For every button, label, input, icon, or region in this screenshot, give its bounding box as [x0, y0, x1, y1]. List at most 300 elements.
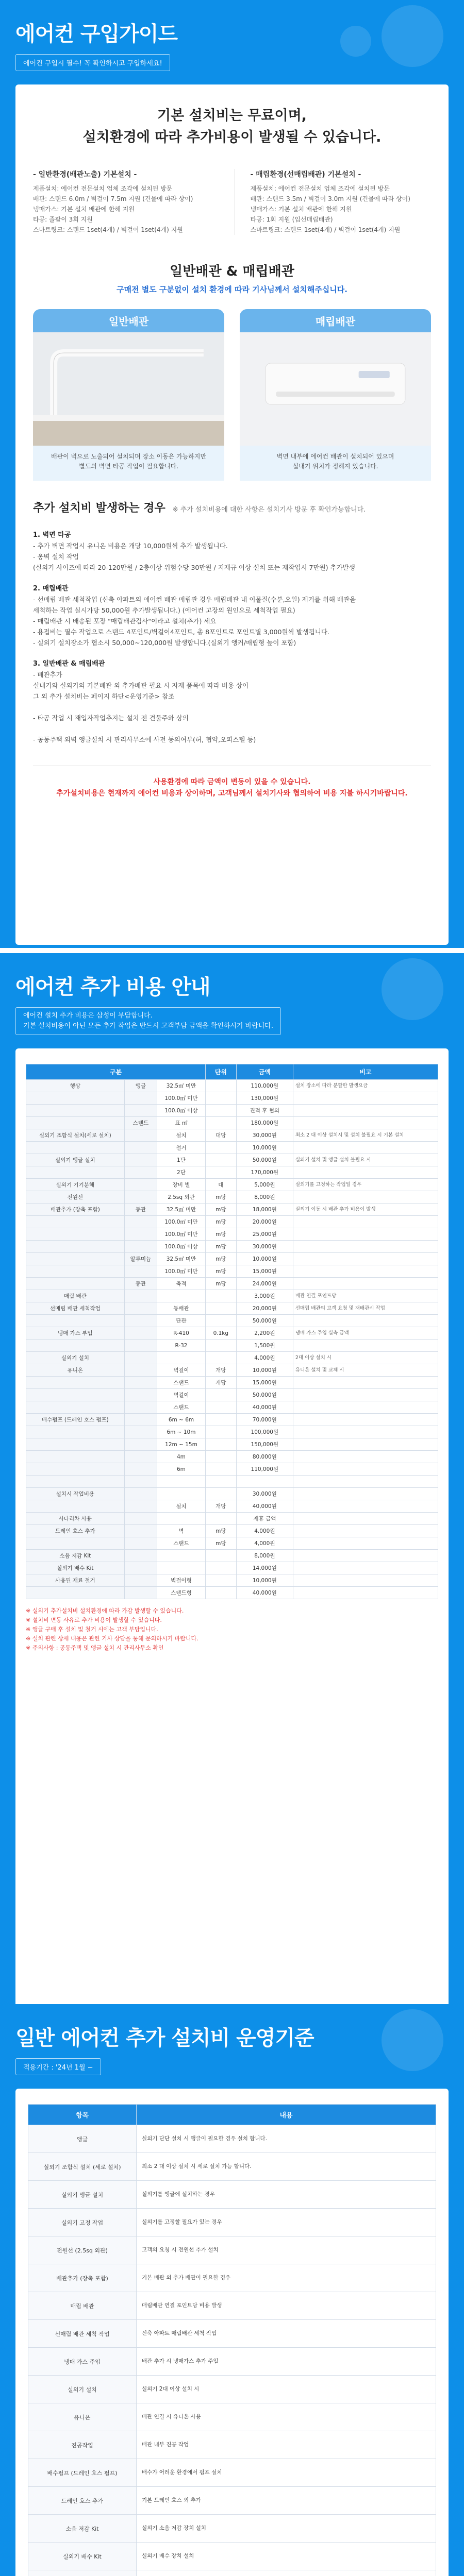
row-unit: m당: [205, 1525, 236, 1537]
general-install-heading: - 일반환경(배관노출) 기본설치 -: [33, 171, 137, 179]
row-subcategory: 동관: [124, 1204, 157, 1216]
row-spec: 100.0㎡ 미만: [157, 1216, 206, 1228]
extra-item-heading: 2. 매립배관: [33, 585, 69, 592]
row-subcategory: [124, 1463, 157, 1476]
buried-pipe-box: [240, 309, 431, 481]
row-category: [26, 1389, 125, 1401]
table-row: [26, 1340, 438, 1352]
row-subcategory: [124, 1154, 157, 1166]
table-row: [28, 2515, 436, 2543]
extra-cost-section: [0, 953, 464, 2004]
row-content: 실외기 배수 장치 설치: [137, 2543, 436, 2570]
row-category: [26, 1340, 125, 1352]
row-price: 2,200원: [236, 1327, 293, 1340]
warning-line-2: 추가설치비용은 현재까지 에어컨 비용과 상이하며, 고객님께서 설치기사와 협의하여 비용 지불 하시기바랍니다.: [56, 789, 408, 798]
table-row: [26, 1463, 438, 1476]
row-price: 10,000원: [236, 1253, 293, 1265]
row-spec: 축적: [157, 1278, 206, 1290]
row-category: 실외기 기기분해: [26, 1179, 125, 1191]
table-row: [26, 1500, 438, 1513]
row-remark: 배관 연결 포인트당: [293, 1290, 438, 1302]
row-unit: [205, 1426, 236, 1438]
row-remark: 냉매 가스 주입 실측 금액: [293, 1327, 438, 1340]
row-subcategory: [124, 1488, 157, 1500]
row-remark: [293, 1191, 438, 1204]
row-item: 실외기 배수 Kit: [28, 2543, 137, 2570]
table-header-row: [26, 1064, 438, 1080]
row-unit: [205, 1562, 236, 1574]
row-price: 4,000원: [236, 1525, 293, 1537]
row-subcategory: 동관: [124, 1278, 157, 1290]
row-item: 실외기 조합식 설치 (세로 설치): [28, 2153, 137, 2181]
buried-pipe-heading: 매립배관: [240, 309, 431, 332]
row-price: 80,000원: [236, 1451, 293, 1463]
row-spec: 100.0㎡ 이상: [157, 1241, 206, 1253]
row-remark: [293, 1587, 438, 1599]
row-spec: [157, 1550, 206, 1562]
table-row: [28, 2348, 436, 2376]
row-unit: m당: [205, 1278, 236, 1290]
row-spec: 스탠드: [157, 1401, 206, 1414]
row-content: 배관 연결 시 유니온 사용: [137, 2403, 436, 2431]
row-remark: [293, 1241, 438, 1253]
row-unit: m당: [205, 1241, 236, 1253]
table-row: [26, 1327, 438, 1340]
row-remark: [293, 1401, 438, 1414]
row-category: 배관추가 (장축 포함): [26, 1204, 125, 1216]
buried-pipe-caption: 벽면 내부에 에어컨 배관이 설치되어 있으며 실내기 위치가 정해져 있습니다.: [240, 446, 431, 481]
row-spec: 2.5sq 외관: [157, 1191, 206, 1204]
table-row: [26, 1476, 438, 1488]
extra-item-body: - 배관추가 실내기와 실외기의 기본배관 외 추가배관 필요 시 자재 품목에 따라 비용 상이 그 외 추가 설치비는 페이지 하단<운영기준> 참조 - 타공 작업 시 재입자작업추지는 설치 전 견물주와 상의 - 공동주택 외벽 앵글설치 시 관리사무소에 사전 동의여부(허, 협약,오피스텔 등): [33, 671, 256, 743]
row-spec: 스탠드형: [157, 1587, 206, 1599]
row-price: 40,000원: [236, 1401, 293, 1414]
general-pipe-photo: [33, 332, 224, 446]
table-header-row: [28, 2105, 436, 2125]
row-spec: 장비 별: [157, 1179, 206, 1191]
row-remark: [293, 1476, 438, 1488]
extra-fee-desc: ※ 추가 설치비용에 대한 사항은 설치기사 방문 후 확인가능합니다.: [172, 506, 366, 514]
row-unit: [205, 1488, 236, 1500]
row-price: 10,000원: [236, 1142, 293, 1154]
subtitle-line-1: 에어컨 설치 추가 비용은 삼성이 부담합니다.: [23, 1012, 153, 1020]
row-unit: [205, 1414, 236, 1426]
table-row: [26, 1265, 438, 1278]
row-content: [137, 2570, 436, 2576]
row-spec: 스탠드: [157, 1537, 206, 1550]
row-item: 선매립 배관 세척 작업: [28, 2320, 137, 2348]
subtitle-line-2: 기본 설치비용이 아닌 모든 추가 작업은 반드시 고객부담 금액을 확인하시기 바랍니다.: [23, 1022, 273, 1030]
row-remark: [293, 1574, 438, 1587]
row-category: 드레인 호스 추가: [26, 1525, 125, 1537]
row-unit: 개당: [205, 1364, 236, 1377]
row-item: [28, 2570, 137, 2576]
row-content: 배관 추가 시 냉매가스 추가 주입: [137, 2348, 436, 2376]
row-spec: 100.0㎡ 미만: [157, 1092, 206, 1105]
row-remark: 실외기 설치 및 앵글 설치 불필요 시: [293, 1154, 438, 1166]
row-price: 130,000원: [236, 1092, 293, 1105]
section-subtitle: [15, 1007, 281, 1035]
table-row: [26, 1105, 438, 1117]
row-price: 30,000원: [236, 1129, 293, 1142]
row-category: [26, 1253, 125, 1265]
row-item: 앵글: [28, 2125, 137, 2153]
row-unit: 0.1kg: [205, 1327, 236, 1340]
row-category: 설치시 작업비용: [26, 1488, 125, 1500]
row-subcategory: [124, 1302, 157, 1315]
row-item: 실외기 앵글 설치: [28, 2181, 137, 2209]
cost-foot-notes: ※ 실외기 추가설치비 설치환경에 따라 가감 발생할 수 있습니다. ※ 설치비 변동 사유로 추가 비용이 발생할 수 있습니다. ※ 앵글 구매 후 설치 및 철거 시에는 고객 부담입니다. ※ 설치 관련 상세 내용은 관련 기사 상담을 통해 문의하시기 바랍니다. ※ 주의사항 : 공동주택 및 앵글 설치 시 관리사무소 확인: [26, 1607, 198, 1651]
row-category: [26, 1092, 125, 1105]
row-remark: [293, 1278, 438, 1290]
decoration-circle: [382, 2009, 443, 2071]
buried-install-heading: - 매립환경(선매립배관) 기본설치 -: [250, 171, 361, 179]
row-subcategory: [124, 1562, 157, 1574]
table-row: [26, 1401, 438, 1414]
row-remark: 선매립 배관의 고객 요청 및 재배관시 작업: [293, 1302, 438, 1315]
row-unit: [205, 1315, 236, 1327]
row-remark: [293, 1228, 438, 1241]
row-remark: [293, 1426, 438, 1438]
row-unit: 대: [205, 1179, 236, 1191]
warning-note: [33, 776, 431, 799]
row-price: [236, 1476, 293, 1488]
row-remark: [293, 1513, 438, 1525]
row-price: 110,000원: [236, 1463, 293, 1476]
extra-item-heading: 3. 일반배관 & 매립배관: [33, 660, 105, 668]
table-row: [26, 1537, 438, 1550]
row-price: 24,000원: [236, 1278, 293, 1290]
table-row: [26, 1438, 438, 1451]
table-row: [26, 1253, 438, 1265]
row-category: 실외기 설치: [26, 1352, 125, 1364]
row-price: 견적 후 협의: [236, 1105, 293, 1117]
row-content: 실외기 단단 설치 시 앵글이 필요한 경우 설치 합니다.: [137, 2125, 436, 2153]
row-remark: 2대 이상 설치 시: [293, 1352, 438, 1364]
row-remark: [293, 1451, 438, 1463]
row-spec: [157, 1513, 206, 1525]
row-unit: [205, 1513, 236, 1525]
row-subcategory: [124, 1092, 157, 1105]
row-category: [26, 1476, 125, 1488]
row-remark: [293, 1315, 438, 1327]
pipe-section-note: 구매전 별도 구분없이 설치 환경에 따라 기사님께서 설치해주십니다.: [117, 285, 347, 294]
standard-table-card: [15, 2089, 449, 2576]
row-subcategory: [124, 1179, 157, 1191]
row-subcategory: [124, 1574, 157, 1587]
table-row: [28, 2320, 436, 2348]
table-row: [26, 1142, 438, 1154]
row-remark: [293, 1500, 438, 1513]
row-unit: 개당: [205, 1377, 236, 1389]
row-unit: [205, 1550, 236, 1562]
row-item: 전원선 (2.5sq 외관): [28, 2236, 137, 2264]
table-row: [26, 1414, 438, 1426]
row-subcategory: [124, 1451, 157, 1463]
extra-item-body: - 추가 벽면 작업시 유니온 비용은 개당 10,000원씩 추가 발생됩니다. - 옹벽 설치 작업 (실외기 사이즈에 따라 20-120만원 / 2층이상 위험수당 30만원 / 지재규 이상 설치 또는 재작업시 7만원) 추가발생: [33, 542, 355, 571]
row-remark: [293, 1463, 438, 1476]
table-row: [26, 1129, 438, 1142]
row-subcategory: [124, 1265, 157, 1278]
row-remark: 유니온 설치 및 교체 시: [293, 1364, 438, 1377]
row-subcategory: [124, 1241, 157, 1253]
row-category: [26, 1377, 125, 1389]
table-row: [26, 1117, 438, 1129]
table-row: [28, 2264, 436, 2292]
table-row: [28, 2570, 436, 2576]
row-spec: 100.0㎡ 이상: [157, 1105, 206, 1117]
header-item: 항목: [28, 2105, 137, 2125]
row-remark: [293, 1389, 438, 1401]
row-subcategory: 알루미늄: [124, 1253, 157, 1265]
row-content: 최소 2 대 이상 설치 시 세로 설치 가능 합니다.: [137, 2153, 436, 2181]
section-title: 에어컨 구입가이드: [15, 22, 178, 46]
table-row: [26, 1204, 438, 1216]
row-category: [26, 1228, 125, 1241]
table-row: [26, 1451, 438, 1463]
lead-line-2: 설치환경에 따라 추가비용이 발생될 수 있습니다.: [82, 129, 382, 145]
row-spec: 벽걸이: [157, 1389, 206, 1401]
buried-install-body: 제품설치: 에어컨 전문설치 업체 조각에 설치된 방문 배관: 스탠드 3.5m / 벽걸이 3.0m 지원 (건물에 따라 상이) 냉매가스: 기본 설치 배관에 한해 지원 타공: 1회 지원 (입선매립배관) 스마트링크: 스탠드 1set(4개) / 벽걸이 1set(4개) 지원: [250, 185, 410, 233]
row-subcategory: [124, 1290, 157, 1302]
row-remark: 최소 2 대 이상 설치시 및 설치 불필요 시 기본 설치: [293, 1129, 438, 1142]
row-category: 실외기 앵글 설치: [26, 1154, 125, 1166]
row-spec: 6m ~ 6m: [157, 1414, 206, 1426]
row-remark: [293, 1377, 438, 1389]
row-unit: [205, 1117, 236, 1129]
row-category: [26, 1105, 125, 1117]
row-category: [26, 1117, 125, 1129]
table-row: [26, 1092, 438, 1105]
row-subcategory: [124, 1105, 157, 1117]
table-row: [28, 2181, 436, 2209]
row-category: 소음 저감 Kit: [26, 1550, 125, 1562]
row-unit: [205, 1438, 236, 1451]
row-spec: 32.5㎡ 미만: [157, 1204, 206, 1216]
row-price: 40,000원: [236, 1500, 293, 1513]
table-row: [28, 2459, 436, 2487]
guide-section: [0, 0, 464, 948]
warning-line-1: 사용환경에 따라 금액이 변동이 있을 수 있습니다.: [153, 778, 311, 786]
table-row: [26, 1315, 438, 1327]
row-price: 180,000원: [236, 1117, 293, 1129]
lead-text: [33, 105, 431, 148]
row-price: 3,000원: [236, 1290, 293, 1302]
row-remark: 실외기를 고정하는 작업일 경우: [293, 1179, 438, 1191]
row-spec: [157, 1290, 206, 1302]
row-item: 배관추가 (장축 포함): [28, 2264, 137, 2292]
row-item: 냉매 가스 주입: [28, 2348, 137, 2376]
row-spec: [157, 1476, 206, 1488]
table-row: [28, 2292, 436, 2320]
row-remark: [293, 1340, 438, 1352]
row-unit: [205, 1092, 236, 1105]
row-remark: [293, 1550, 438, 1562]
row-unit: m당: [205, 1253, 236, 1265]
row-unit: [205, 1389, 236, 1401]
row-category: [26, 1216, 125, 1228]
row-remark: [293, 1105, 438, 1117]
table-row: [26, 1154, 438, 1166]
decoration-circle: [382, 958, 443, 1020]
row-spec: 100.0㎡ 미만: [157, 1265, 206, 1278]
cost-table-body: [26, 1080, 438, 1599]
row-item: 드레인 호스 추가: [28, 2487, 137, 2515]
row-price: 30,000원: [236, 1488, 293, 1500]
row-subcategory: [124, 1401, 157, 1414]
row-subcategory: [124, 1377, 157, 1389]
table-row: [26, 1389, 438, 1401]
row-spec: 설치: [157, 1129, 206, 1142]
row-remark: [293, 1265, 438, 1278]
row-unit: m당: [205, 1537, 236, 1550]
row-subcategory: [124, 1389, 157, 1401]
buried-pipe-photo: [240, 332, 431, 446]
row-price: 50,000원: [236, 1315, 293, 1327]
row-category: 배수펌프 (드레인 호스 펌프): [26, 1414, 125, 1426]
row-category: 냉매 가스 부입: [26, 1327, 125, 1340]
row-spec: 32.5㎡ 미만: [157, 1080, 206, 1092]
row-subcategory: [124, 1426, 157, 1438]
row-category: [26, 1241, 125, 1253]
row-item: 실외기 고정 작업: [28, 2209, 137, 2236]
row-category: 행상: [26, 1080, 125, 1092]
row-price: 30,000원: [236, 1241, 293, 1253]
row-unit: [205, 1476, 236, 1488]
row-unit: m당: [205, 1228, 236, 1241]
row-price: 20,000원: [236, 1302, 293, 1315]
row-category: [26, 1278, 125, 1290]
row-remark: [293, 1537, 438, 1550]
table-row: [26, 1488, 438, 1500]
row-price: 18,000원: [236, 1204, 293, 1216]
row-category: 사다리차 사용: [26, 1513, 125, 1525]
pipe-compare: [33, 309, 431, 481]
row-unit: m당: [205, 1216, 236, 1228]
cost-table: [26, 1064, 438, 1599]
row-spec: 벽걸이: [157, 1364, 206, 1377]
row-category: [26, 1265, 125, 1278]
row-subcategory: [124, 1142, 157, 1154]
table-row: [26, 1278, 438, 1290]
row-item: 진공작업: [28, 2431, 137, 2459]
row-category: [26, 1315, 125, 1327]
table-row: [26, 1352, 438, 1364]
row-spec: 6m ~ 10m: [157, 1426, 206, 1438]
row-category: 유니온: [26, 1364, 125, 1377]
section-subtitle: 적용기간 : '24년 1월 ~: [15, 2058, 101, 2075]
decoration-circle: [382, 5, 443, 67]
row-unit: [205, 1401, 236, 1414]
row-unit: [205, 1302, 236, 1315]
row-category: 선매립 배관 세척작업: [26, 1302, 125, 1315]
row-price: 8,000원: [236, 1550, 293, 1562]
row-unit: [205, 1080, 236, 1092]
row-remark: [293, 1525, 438, 1537]
row-category: [26, 1166, 125, 1179]
table-row: [28, 2543, 436, 2570]
row-spec: 철거: [157, 1142, 206, 1154]
section-title: 일반 에어컨 추가 설치비 운영기준: [15, 2026, 314, 2050]
row-subcategory: [124, 1476, 157, 1488]
table-row: [26, 1377, 438, 1389]
pipe-section-title: 일반배관 & 매립배관: [170, 264, 294, 279]
row-spec: 설치: [157, 1500, 206, 1513]
row-price: 8,000원: [236, 1191, 293, 1204]
row-price: 150,000원: [236, 1438, 293, 1451]
table-row: [26, 1216, 438, 1228]
header-content: 내용: [137, 2105, 436, 2125]
table-row: [28, 2153, 436, 2181]
row-spec: 6m: [157, 1463, 206, 1476]
row-price: 10,000원: [236, 1364, 293, 1377]
row-unit: m당: [205, 1265, 236, 1278]
row-category: 전원선: [26, 1191, 125, 1204]
row-spec: 스탠드: [157, 1377, 206, 1389]
extra-item-heading: 1. 벽면 타공: [33, 531, 71, 539]
row-remark: [293, 1117, 438, 1129]
row-item: 실외기 설치: [28, 2376, 137, 2403]
row-spec: 2단: [157, 1166, 206, 1179]
row-category: [26, 1537, 125, 1550]
row-category: 매립 배관: [26, 1290, 125, 1302]
row-remark: [293, 1414, 438, 1426]
row-category: [26, 1500, 125, 1513]
row-remark: [293, 1216, 438, 1228]
row-spec: 100.0㎡ 미만: [157, 1228, 206, 1241]
row-unit: [205, 1105, 236, 1117]
table-row: [28, 2487, 436, 2515]
row-content: 배수가 어려운 환경에서 펌프 설치: [137, 2459, 436, 2487]
row-subcategory: [124, 1500, 157, 1513]
row-price: 25,000원: [236, 1228, 293, 1241]
general-pipe-box: [33, 309, 224, 481]
row-subcategory: [124, 1129, 157, 1142]
row-price: 4,000원: [236, 1352, 293, 1364]
row-price: 14,000원: [236, 1562, 293, 1574]
row-remark: [293, 1092, 438, 1105]
table-row: [26, 1426, 438, 1438]
row-unit: [205, 1352, 236, 1364]
row-spec: 32.5㎡ 미만: [157, 1253, 206, 1265]
row-price: 제휴 금액: [236, 1513, 293, 1525]
row-content: 기본 드레인 호스 외 추가: [137, 2487, 436, 2515]
operation-standard-section: [0, 2004, 464, 2576]
general-pipe-heading: 일반배관: [33, 309, 224, 332]
row-unit: [205, 1166, 236, 1179]
row-price: 20,000원: [236, 1216, 293, 1228]
header-unit: 단위: [205, 1064, 236, 1080]
row-subcategory: [124, 1216, 157, 1228]
cost-table-card: [15, 1048, 449, 2007]
row-spec: R-32: [157, 1340, 206, 1352]
extra-item-body: - 선매립 배관 세척작업 (신축 아파트의 에어컨 배관 매립관 경우 매립배관 내 이물질(수분,오일) 제거를 위해 배관을 세척하는 작업 실시가당 50,000원 추가발생됩니다.) (에어컨 고장의 원인으로 세척작업 필요) - 매립배관 시 배송된 포장 "매립배관검사"이라고 설치(추가) 세요 - 용접비는 필수 작업으로 스탠드 4포인트/벽걸이4포인트, 총 8포인트로 포인트별 3,000원씩 발생됩니다. - 실외기 설치장소가 협소시 50,000~120,000원 발생합니다.(실외기 앵커/매립형 높이 포함): [33, 596, 356, 647]
table-row: [26, 1574, 438, 1587]
row-unit: 개당: [205, 1500, 236, 1513]
row-remark: [293, 1253, 438, 1265]
table-row: [26, 1562, 438, 1574]
row-price: 4,000원: [236, 1537, 293, 1550]
standard-table-body: [28, 2125, 436, 2576]
table-row: [26, 1241, 438, 1253]
decoration-circle: [340, 26, 371, 57]
row-spec: 1단: [157, 1154, 206, 1166]
row-subcategory: [124, 1364, 157, 1377]
table-row: [28, 2403, 436, 2431]
row-unit: [205, 1340, 236, 1352]
table-row: [26, 1364, 438, 1377]
table-row: [28, 2376, 436, 2403]
